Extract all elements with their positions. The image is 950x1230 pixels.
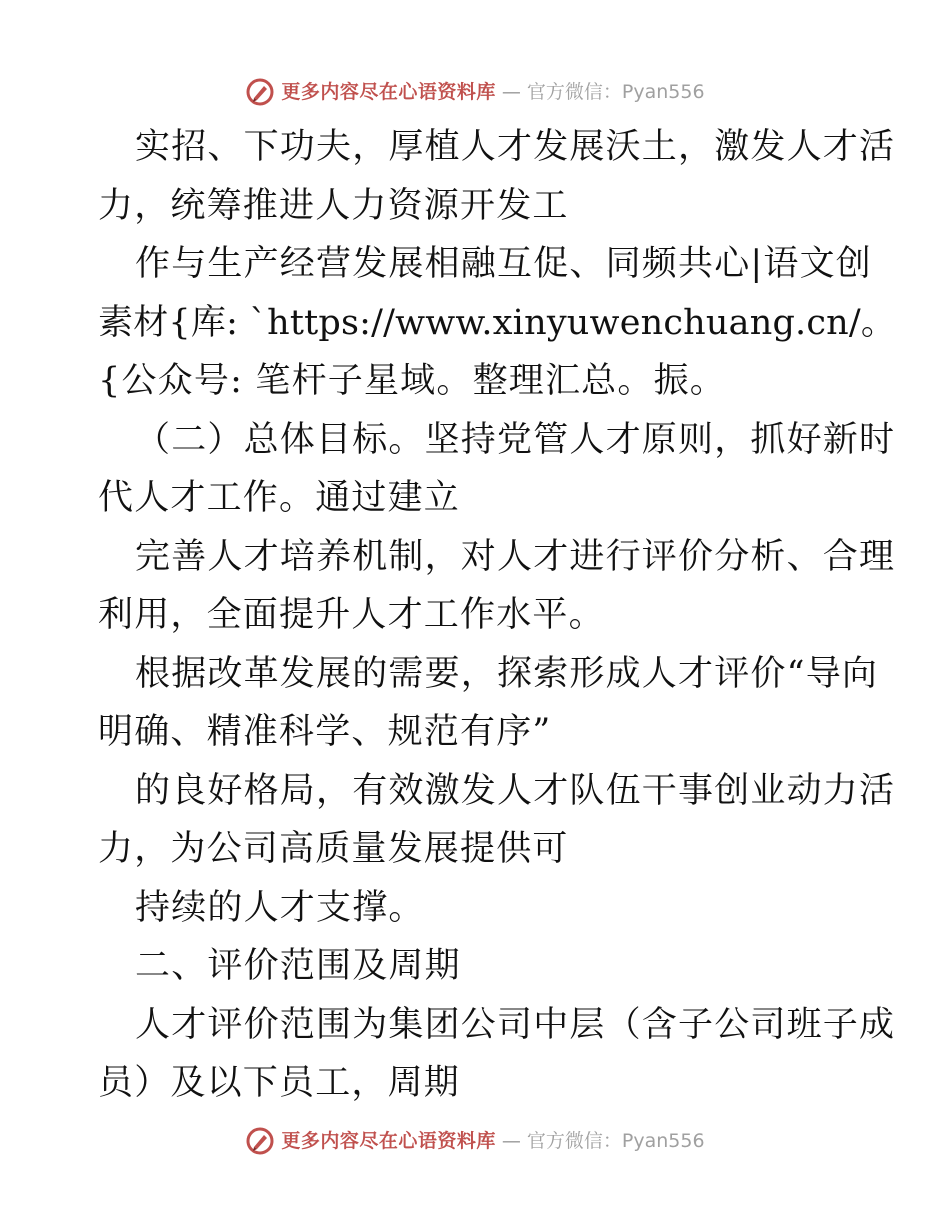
body-line: 素材{库: `https://www.xinyuwenchuang.cn/。 — [98, 302, 897, 343]
body-line: 持续的人才支撑。 — [135, 887, 425, 928]
body-line: 力，统筹推进人力资源开发工 — [98, 185, 569, 226]
watermark-separator: — — [501, 1129, 521, 1152]
section-heading-line: （二）总体目标。坚持党管人才原则，抓好新时 — [135, 419, 896, 460]
body-line: {公众号: 笔杆子星域。整理汇总。振。 — [98, 361, 726, 401]
body-line: 利用，全面提升人才工作水平。 — [98, 595, 605, 635]
body-line: 的良好格局，有效激发人才队伍干事创业动力活 — [135, 770, 896, 811]
body-line: 完善人才培养机制，对人才进行评价分析、合理 — [135, 536, 896, 577]
body-line: 实招、下功夫，厚植人才发展沃土，激发人才活 — [135, 127, 896, 167]
body-line: 力，为公司高质量发展提供可 — [98, 829, 569, 869]
body-line: 根据改革发展的需要，探索形成人才评价“导向 — [135, 653, 879, 694]
section-heading-line: 二、评价范围及周期 — [135, 946, 461, 986]
pen-logo-icon — [245, 1126, 275, 1156]
footer-watermark — [0, 1126, 950, 1156]
watermark-wechat: 官方微信：Pyan556 — [526, 1129, 705, 1152]
document-body — [98, 118, 897, 1113]
pen-logo-icon — [245, 77, 275, 107]
watermark-text: 更多内容尽在心语资料库 — [281, 80, 496, 103]
body-line: 代人才工作。通过建立 — [98, 478, 461, 518]
watermark-text: 更多内容尽在心语资料库 — [281, 1129, 496, 1152]
body-line: 员）及以下员工，周期 — [98, 1063, 461, 1103]
watermark-wechat: 官方微信：Pyan556 — [526, 80, 705, 103]
watermark-separator: — — [501, 80, 521, 103]
body-line: 明确、精准科学、规范有序” — [98, 712, 552, 752]
body-line: 作与生产经营发展相融互促、同频共心|语文创 — [135, 244, 872, 284]
header-watermark — [0, 77, 950, 107]
body-line: 人才评价范围为集团公司中层（含子公司班子成 — [135, 1004, 896, 1045]
